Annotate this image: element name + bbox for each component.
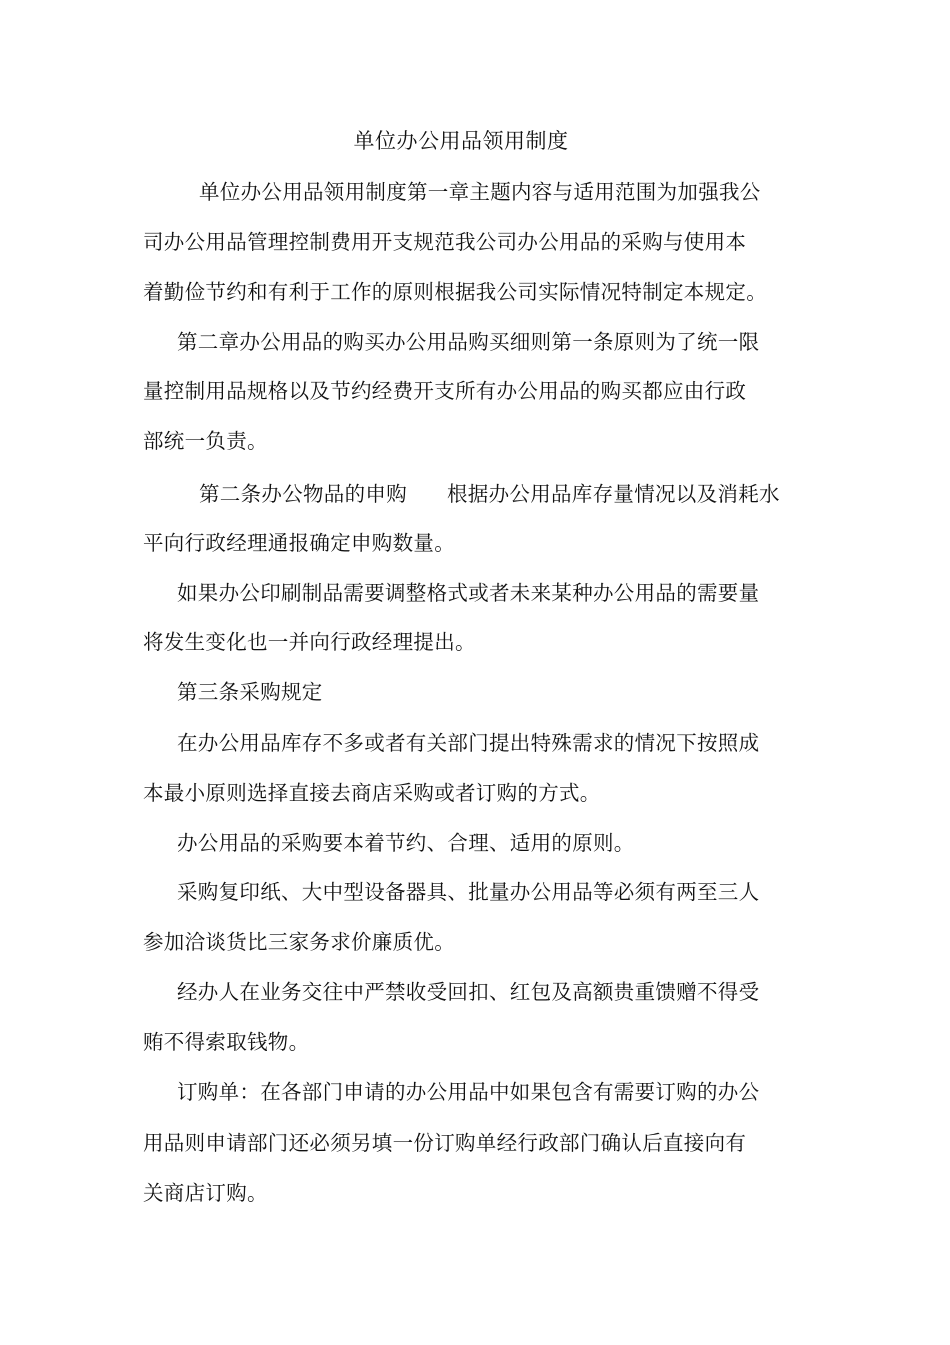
paragraph-line: 平向行政经理通报确定申购数量。 (143, 531, 455, 555)
article-heading: 第二条办公物品的申购 (199, 482, 407, 506)
paragraph-line: 单位办公用品领用制度第一章主题内容与适用范围为加强我公 (199, 180, 761, 204)
article-text: 根据办公用品库存量情况以及消耗水 (447, 482, 780, 506)
paragraph-line: 参加洽谈货比三家务求价廉质优。 (143, 930, 455, 954)
paragraph-line: 第二章办公用品的购买办公用品购买细则第一条原则为了统一限 (177, 330, 760, 354)
paragraph-line: 用品则申请部门还必须另填一份订购单经行政部门确认后直接向有 (143, 1131, 747, 1155)
paragraph-line: 在办公用品库存不多或者有关部门提出特殊需求的情况下按照成 (177, 731, 760, 755)
document-title: 单位办公用品领用制度 (353, 129, 569, 153)
paragraph-line: 贿不得索取钱物。 (143, 1030, 310, 1054)
paragraph-line: 司办公用品管理控制费用开支规范我公司办公用品的采购与使用本 (143, 230, 747, 254)
paragraph-line: 部统一负责。 (143, 429, 268, 453)
paragraph-line: 采购复印纸、大中型设备器具、批量办公用品等必须有两至三人 (177, 880, 760, 904)
paragraph-line: 经办人在业务交往中严禁收受回扣、红包及高额贵重馈赠不得受 (177, 980, 760, 1004)
paragraph-line (199, 479, 780, 509)
paragraph-line: 订购单：在各部门申请的办公用品中如果包含有需要订购的办公 (177, 1080, 760, 1104)
paragraph-line: 量控制用品规格以及节约经费开支所有办公用品的购买都应由行政 (143, 379, 747, 403)
paragraph-line: 本最小原则选择直接去商店采购或者订购的方式。 (143, 781, 601, 805)
paragraph-line: 着勤俭节约和有利于工作的原则根据我公司实际情况特制定本规定。 (143, 280, 767, 304)
paragraph-line: 关商店订购。 (143, 1181, 268, 1205)
paragraph-line: 将发生变化也一并向行政经理提出。 (143, 630, 476, 654)
paragraph-line: 办公用品的采购要本着节约、合理、适用的原则。 (177, 831, 635, 855)
paragraph-line: 如果办公印刷制品需要调整格式或者未来某种办公用品的需要量 (177, 581, 760, 605)
section-heading: 第三条采购规定 (177, 680, 323, 704)
